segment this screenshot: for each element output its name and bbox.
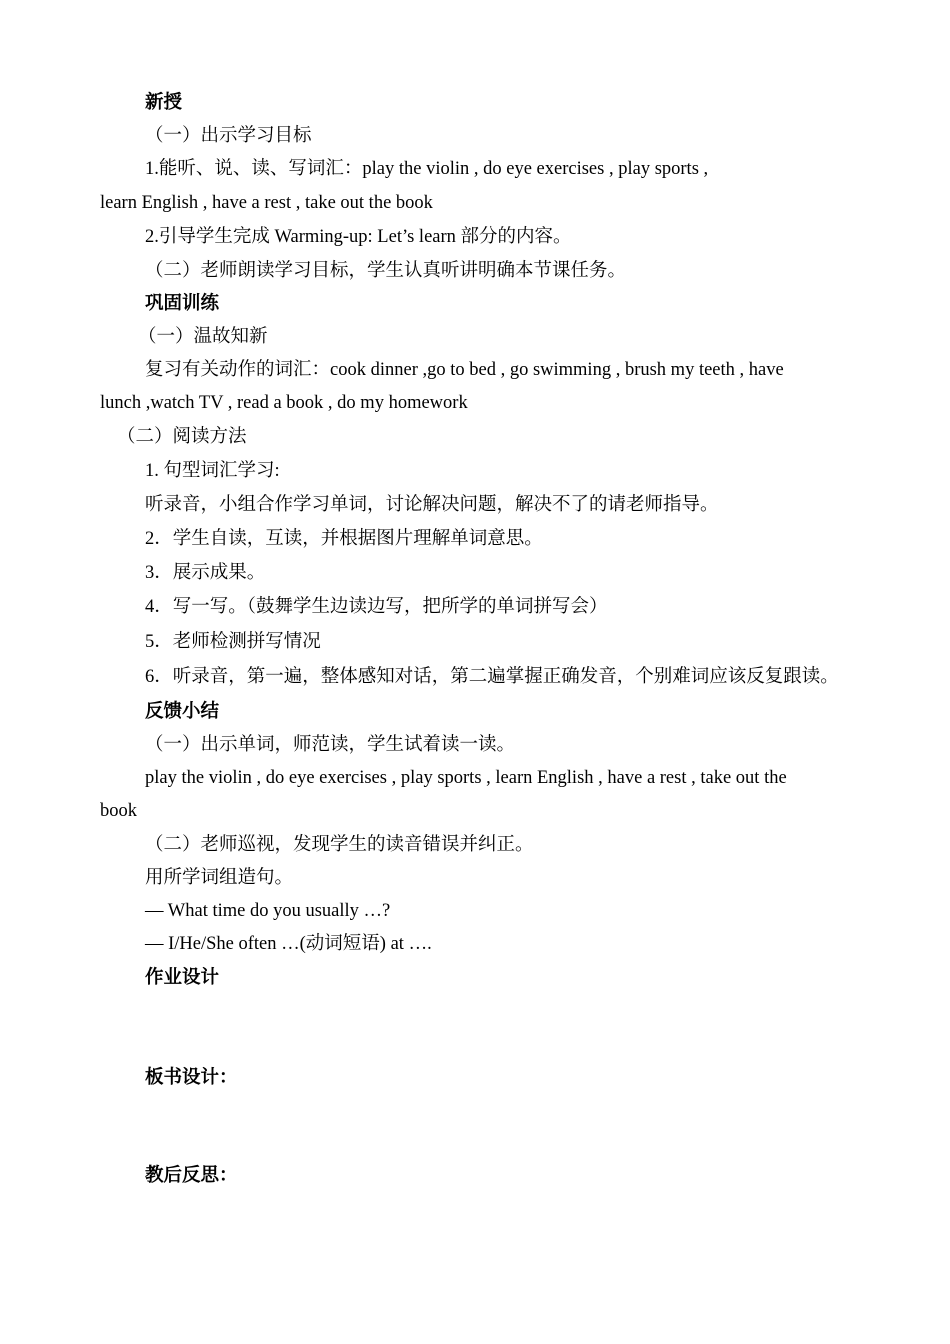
- dialog-line-question: — What time do you usually …?: [145, 901, 391, 921]
- feedback-word-list-continued: book: [100, 801, 137, 821]
- section-heading-practice: 巩固训练: [145, 294, 220, 314]
- section-heading-homework: 作业设计: [145, 968, 220, 988]
- feedback-word-list: play the violin , do eye exercises , play sports , learn English , have a rest , take out the: [145, 768, 787, 788]
- review-vocabulary-continued: lunch ,watch TV , read a book , do my homework: [100, 393, 468, 413]
- subheading-reading-method: （二）阅读方法: [117, 427, 247, 447]
- subheading-teacher-reads: （二）老师朗读学习目标，学生认真听讲明确本节课任务。: [145, 261, 627, 281]
- review-vocabulary: 复习有关动作的词汇：cook dinner ,go to bed , go swimming , brush my teeth , have: [145, 360, 784, 380]
- subheading-teacher-patrols: （二）老师巡视，发现学生的读音错误并纠正。: [145, 835, 534, 855]
- step-item: 4．写一写。（鼓舞学生边读边写，把所学的单词拼写会）: [145, 597, 608, 617]
- step-item: 5．老师检测拼写情况: [145, 632, 321, 652]
- sentence-task: 用所学词组造句。: [145, 868, 294, 888]
- objective-item-1-continued: learn English , have a rest , take out the book: [100, 193, 433, 213]
- section-heading-feedback: 反馈小结: [145, 702, 220, 722]
- objective-item-2: 2.引导学生完成 Warming-up: Let’s learn 部分的内容。: [145, 227, 572, 247]
- section-heading-new-lesson: 新授: [145, 93, 183, 113]
- step-item: 6．听录音，第一遍，整体感知对话，第二遍掌握正确发音，个别难词应该反复跟读。: [145, 667, 839, 687]
- step-item: 3．展示成果。: [145, 563, 266, 583]
- dialog-line-answer: — I/He/She often …(动词短语) at ….: [145, 934, 432, 954]
- section-heading-reflection: 教后反思：: [145, 1166, 238, 1186]
- subheading-objectives: （一）出示学习目标: [145, 126, 312, 146]
- step-item: 2．学生自读，互读，并根据图片理解单词意思。: [145, 529, 543, 549]
- section-heading-board-design: 板书设计：: [145, 1068, 238, 1088]
- objective-item-1: 1.能听、说、读、写词汇：play the violin , do eye exercises , play sports ,: [145, 159, 709, 179]
- step-item: 听录音，小组合作学习单词，讨论解决问题，解决不了的请老师指导。: [145, 495, 719, 515]
- subheading-show-words: （一）出示单词，师范读，学生试着读一读。: [145, 735, 516, 755]
- step-item: 1. 句型词汇学习:: [145, 461, 280, 481]
- subheading-review: （一）温故知新: [138, 327, 268, 347]
